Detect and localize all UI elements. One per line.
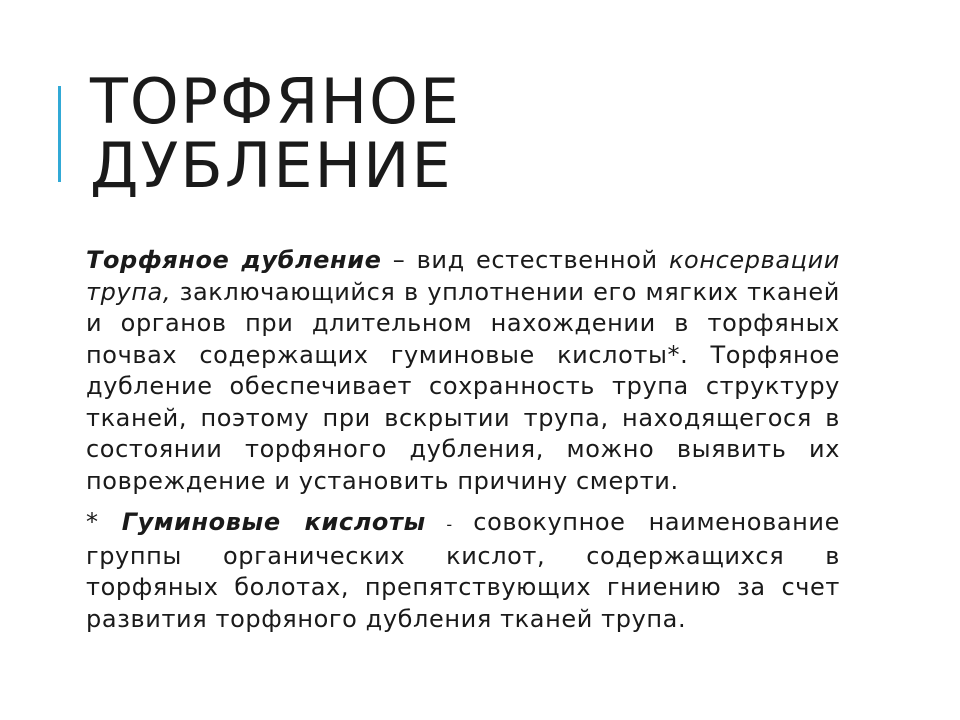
title-line-2: ДУБЛЕНИЕ <box>90 129 453 202</box>
definition-paragraph <box>86 245 840 497</box>
definition-term: Торфяное дубление <box>86 246 382 274</box>
footnote-marker: * <box>86 508 122 536</box>
slide-body <box>86 245 840 635</box>
footnote-text: совокупное наименование группы органических кислот, содержащихся в торфяных болотах, препятствующих гниению за счет развития торфяного дубления тканей трупа. <box>86 508 840 633</box>
definition-text: заключающийся в уплотнении его мягких тканей и органов при длительном нахождении в торфяных почвах содержащих гуминовые кислоты*. Торфяное дубление обеспечивает сохранность трупа структуру тканей, поэтому при вскрытии трупа, находящегося в состоянии торфяного дубления, можно выявить их повреждение и установить причину смерти. <box>86 277 840 495</box>
title-line-1: ТОРФЯНОЕ <box>90 65 462 138</box>
definition-dash: – вид естественной <box>381 246 669 274</box>
slide-title <box>90 65 462 202</box>
footnote-paragraph <box>86 507 840 635</box>
definition-italic-phrase: консервации трупа, <box>86 246 840 306</box>
footnote-separator: - <box>425 515 474 534</box>
title-accent-bar <box>58 86 61 182</box>
footnote-term: Гуминовые кислоты <box>121 508 426 536</box>
